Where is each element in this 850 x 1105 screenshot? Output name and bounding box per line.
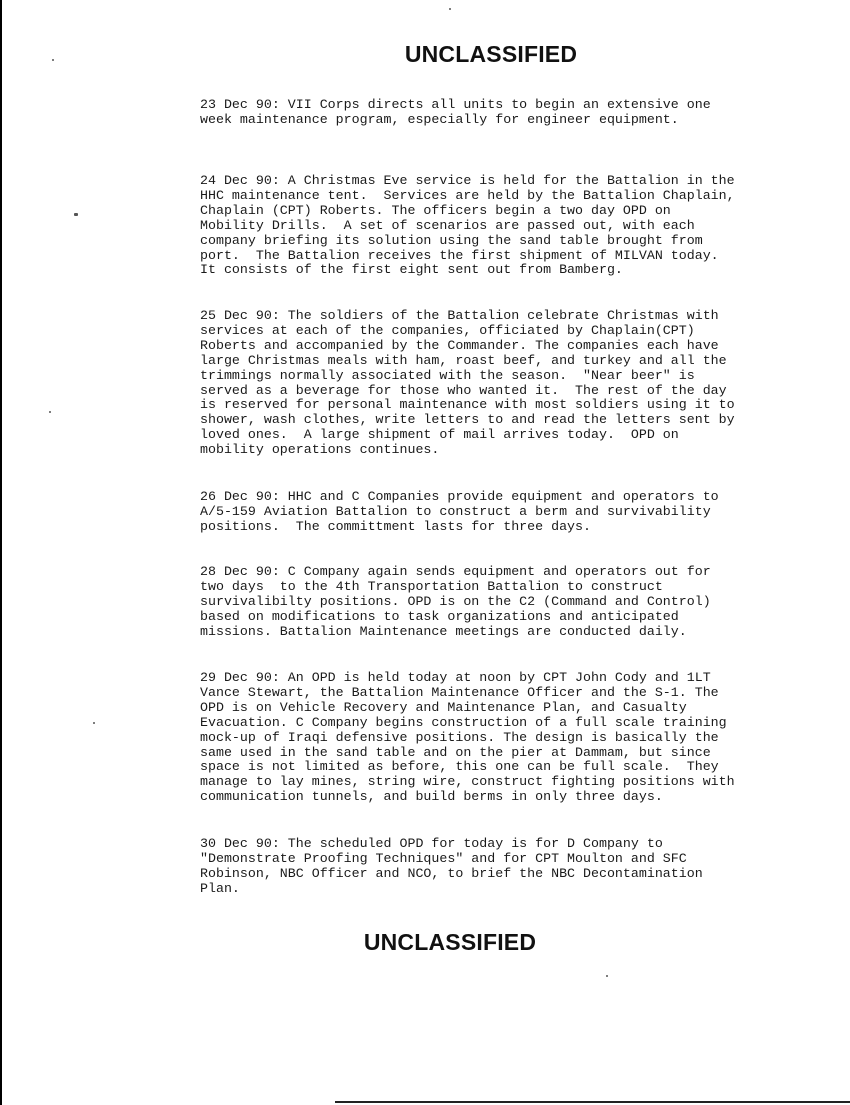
scan-speck [93, 722, 95, 724]
chronology-entry-28-dec: 28 Dec 90: C Company again sends equipment and operators out for two days to the 4th Transportation Battalion to construct survivalibilty positions. OPD is on the C2 (Command and Control) based on modifications to task organizations and anticipated missions. Battalion Maintenance meetings are conducted daily. [200, 564, 711, 639]
scan-speck [449, 8, 451, 10]
scan-speck [49, 411, 51, 413]
chronology-entry-26-dec: 26 Dec 90: HHC and C Companies provide equipment and operators to A/5-159 Aviation Battalion to construct a berm and survivability positions. The committment lasts for three days. [200, 489, 719, 534]
scan-speck [606, 975, 608, 977]
footer-classification-marking: UNCLASSIFIED [363, 929, 537, 955]
chronology-entry-25-dec: 25 Dec 90: The soldiers of the Battalion celebrate Christmas with services at each of the companies, officiated by Chaplain(CPT) Roberts and accompanied by the Commander. The companies each have large Christmas meals with ham, roast beef, and turkey and all the trimmings normally associated with the season. "Near beer" is served as a beverage for those who wanted it. The rest of the day is reserved for personal maintenance with most soldiers using it to shower, wash clothes, write letters to and read the letters sent by loved ones. A large shipment of mail arrives today. OPD on mobility operations continues. [200, 308, 735, 458]
chronology-entry-29-dec: 29 Dec 90: An OPD is held today at noon by CPT John Cody and 1LT Vance Stewart, the Battalion Maintenance Officer and the S-1. The OPD is on Vehicle Recovery and Maintenance Plan, and Casualty Evacuation. C Company begins construction of a full scale training mock-up of Iraqi defensive positions. The design is basically the same used in the sand table and on the pier at Dammam, but since space is not limited as before, this one can be full scale. They manage to lay mines, string wire, construct fighting positions with communication tunnels, and build berms in only three days. [200, 670, 735, 805]
chronology-entry-24-dec: 24 Dec 90: A Christmas Eve service is held for the Battalion in the HHC maintenance tent. Services are held by the Battalion Chaplain, Chaplain (CPT) Roberts. The officers begin a two day OPD on Mobility Drills. A set of scenarios are passed out, with each company briefing its solution using the sand table brought from port. The Battalion receives the first shipment of MILVAN today. It consists of the first eight sent out from Bamberg. [200, 173, 735, 278]
scan-edge-line [0, 0, 2, 1105]
scan-speck [74, 213, 78, 216]
chronology-entry-23-dec: 23 Dec 90: VII Corps directs all units to begin an extensive one week maintenance program, especially for engineer equipment. [200, 97, 711, 127]
scan-bottom-edge-line [335, 1101, 850, 1103]
chronology-entry-30-dec: 30 Dec 90: The scheduled OPD for today is for D Company to "Demonstrate Proofing Techniques" and for CPT Moulton and SFC Robinson, NBC Officer and NCO, to brief the NBC Decontamination Plan. [200, 836, 703, 896]
header-classification-marking: UNCLASSIFIED [404, 41, 578, 67]
scan-speck [52, 59, 54, 61]
